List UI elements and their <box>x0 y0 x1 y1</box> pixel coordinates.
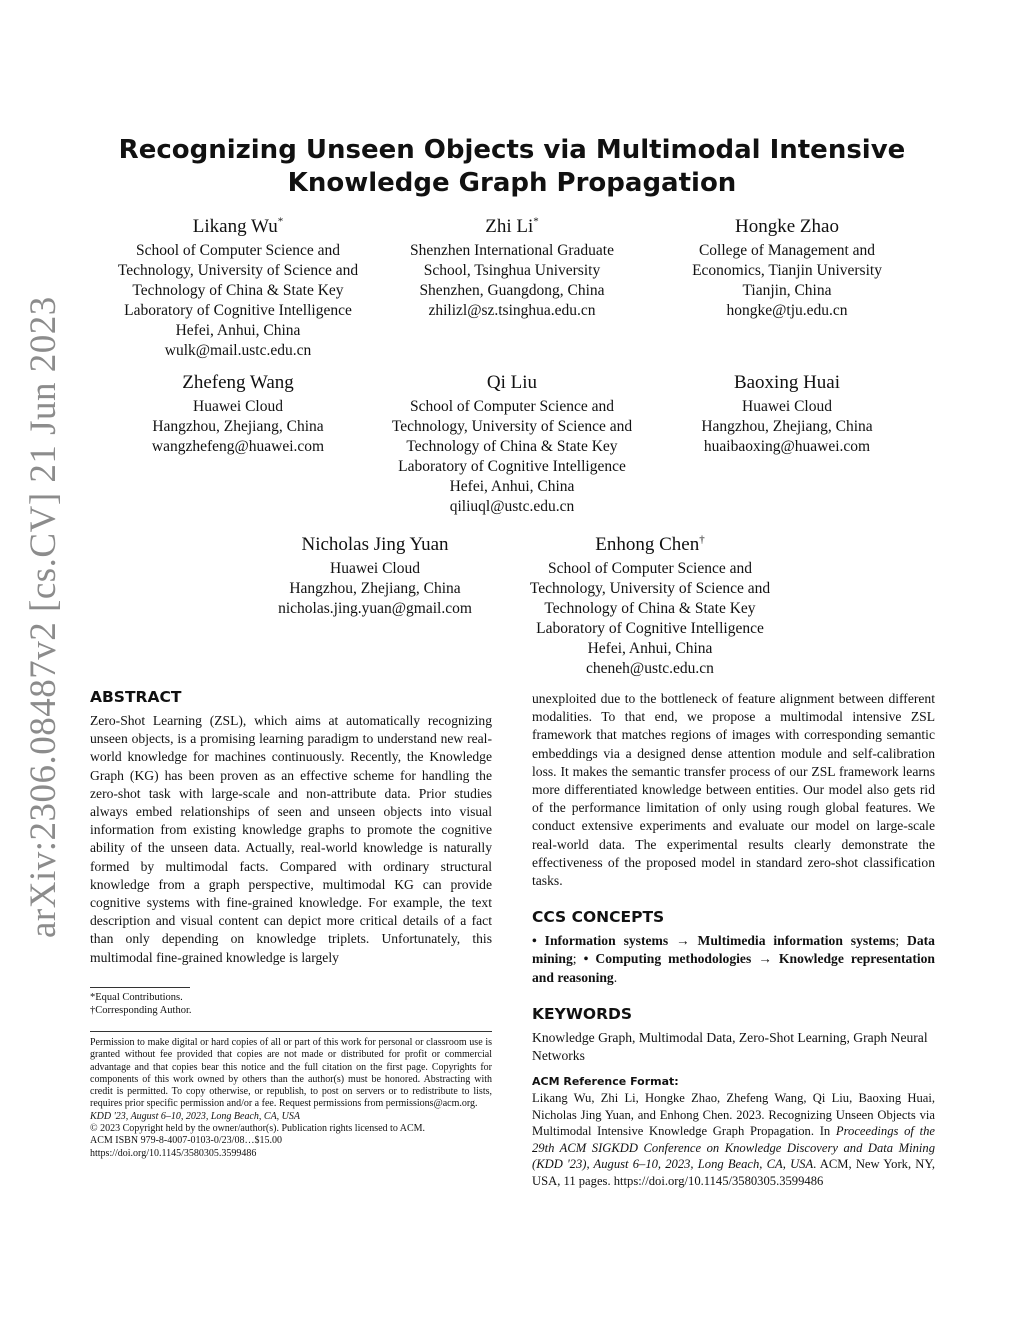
affiliation-line: School of Computer Science and <box>547 560 753 577</box>
permission-block <box>90 1031 492 1160</box>
ccs-text <box>532 932 935 987</box>
author-block <box>372 215 652 321</box>
title-line-2: Knowledge Graph Propagation <box>287 168 737 198</box>
arxiv-identifier: arXiv:2306.08487v2 [cs.CV] 21 Jun 2023 <box>23 296 64 938</box>
reference-text <box>532 1090 935 1189</box>
permission-rule <box>90 1031 492 1032</box>
affiliation-line: Technology, University of Science and <box>391 418 633 435</box>
affiliation-line: Technology, University of Science and <box>117 262 359 279</box>
author-mark: * <box>277 215 284 228</box>
affiliation-line: College of Management and <box>698 242 876 259</box>
author-name: Enhong Chen <box>595 534 700 555</box>
affiliation-line: Shenzhen, Guangdong, China <box>419 282 605 299</box>
affiliation-line: Hangzhou, Zhejiang, China <box>152 418 324 435</box>
author-name: Zhefeng Wang <box>182 372 294 393</box>
abstract-section <box>90 688 492 967</box>
title-line-1: Recognizing Unseen Objects via Multimodal Intensive <box>118 135 906 165</box>
affiliation-line: Hefei, Anhui, China <box>175 322 301 339</box>
affiliation-line: Hangzhou, Zhejiang, China <box>289 580 461 597</box>
affiliation-line: Technology of China & State Key <box>132 282 344 299</box>
author-name: Likang Wu <box>192 216 278 237</box>
ccs-item: Data mining <box>532 933 935 967</box>
affiliation-line: Technology, University of Science and <box>529 580 771 597</box>
author-email: qiliuql@ustc.edu.cn <box>449 498 575 515</box>
affiliation-line: Economics, Tianjin University <box>692 262 882 279</box>
ccs-separator: ; <box>572 951 584 967</box>
keywords-text: Knowledge Graph, Multimodal Data, Zero-Shot Learning, Graph Neural Networks <box>532 1029 928 1064</box>
reference-plain: Likang Wu, Zhi Li, Hongke Zhao, Zhefeng Wang, Qi Liu, Baoxing Huai, Nicholas Jing Yuan, and Enhong Chen. 2023. Recognizing Unseen Objects via Multimodal Intensive Knowledge Graph Propagation. In <box>532 1091 935 1139</box>
author-mark: * <box>533 215 539 228</box>
affiliation-line: School, Tsinghua University <box>423 262 601 279</box>
footnote-corresponding: †Corresponding Author. <box>90 1005 192 1016</box>
author-name: Hongke Zhao <box>735 216 839 237</box>
keywords-heading: KEYWORDS <box>532 1004 633 1023</box>
author-name: Qi Liu <box>486 372 538 393</box>
reference-italic: Proceedings of the 29th ACM SIGKDD Conference on Knowledge Discovery and Data Mining (KDD '23), August 6–10, 2023, Long Beach, CA, USA <box>532 1124 935 1172</box>
right-column <box>532 690 935 1189</box>
abstract-text: Zero-Shot Learning (ZSL), which aims at automatically recognizing unseen objects, is a promising learning paradigm to understand new real-world knowledge for machines continuously. Recently, the Knowledge Graph (KG) has been proven as an effective scheme for handling the zero-shot task with large-scale and non-attribute data. Prior studies always embed relationships of seen and unseen objects into visual information from existing knowledge graphs to promote the cognitive ability of the unseen data. Actually, real-world knowledge is naturally formed by multimodal facts. Compared with ordinary structural knowledge from a graph perspective, multimodal KG can provide cognitive systems with fine-grained knowledge. For example, the text description and visual content can depict more critical details of a fact than only depending on knowledge triplets. Unfortunately, this multimodal fine-grained knowledge is largely <box>90 713 492 965</box>
ccs-heading: CCS CONCEPTS <box>532 908 665 927</box>
affiliation-line: Huawei Cloud <box>193 398 283 415</box>
author-email: cheneh@ustc.edu.cn <box>586 660 714 677</box>
footnote-equal: *Equal Contributions. <box>90 992 183 1003</box>
author-block <box>510 533 790 679</box>
affiliation-line: Shenzhen International Graduate <box>410 242 614 259</box>
ccs-item: • Computing methodologies → Knowledge representation and reasoning <box>532 951 935 985</box>
affiliation-line: Huawei Cloud <box>330 560 420 577</box>
author-block <box>372 371 652 517</box>
isbn-line: ACM ISBN 979-8-4007-0103-0/23/08…$15.00 <box>90 1135 282 1147</box>
author-email: wangzhefeng@huawei.com <box>151 438 325 455</box>
author-email: wulk@mail.ustc.edu.cn <box>164 342 312 359</box>
affiliation-line: Laboratory of Cognitive Intelligence <box>398 458 626 475</box>
reference-end: . ACM, New York, NY, USA, 11 pages. https://doi.org/10.1145/3580305.3599486 <box>532 1157 935 1188</box>
affiliation-line: School of Computer Science and <box>135 242 341 259</box>
author-email: hongke@tju.edu.cn <box>726 302 848 319</box>
affiliation-line: Laboratory of Cognitive Intelligence <box>536 620 764 637</box>
ccs-separator: ; <box>895 933 908 949</box>
affiliation-line: Technology of China & State Key <box>406 438 618 455</box>
affiliation-line: Hefei, Anhui, China <box>449 478 575 495</box>
affiliation-line: Hefei, Anhui, China <box>587 640 713 657</box>
copyright-line: © 2023 Copyright held by the owner/author(s). Publication rights licensed to ACM. <box>90 1123 426 1135</box>
affiliation-line: Hangzhou, Zhejiang, China <box>701 418 873 435</box>
footnote-rule <box>90 987 190 988</box>
abstract-continuation: unexploited due to the bottleneck of feature alignment between different modalities. To that end, we propose a multimodal intensive ZSL framework that matches regions of images with corresponding semantic embeddings via a designed dense attention module and self-calibration loss. It makes the semantic transfer process of our ZSL framework learns more differentiated knowledge between entities. Our model also gets rid of the performance limitation of only using rough global features. We conduct extensive experiments and evaluate our model on large-scale real-world data. The experimental results clearly demonstrate the effectiveness of the proposed model in standard zero-shot classification tasks. <box>532 691 935 889</box>
author-email: zhilizl@sz.tsinghua.edu.cn <box>428 302 596 319</box>
affiliation-line: Tianjin, China <box>742 282 832 299</box>
author-name: Nicholas Jing Yuan <box>301 534 449 555</box>
author-name: Baoxing Huai <box>733 372 841 393</box>
author-name: Zhi Li <box>485 216 534 237</box>
affiliation-line: Laboratory of Cognitive Intelligence <box>124 302 352 319</box>
footnotes <box>90 987 492 1017</box>
author-mark: † <box>699 533 705 546</box>
affiliation-line: School of Computer Science and <box>409 398 615 415</box>
author-email: nicholas.jing.yuan@gmail.com <box>278 600 472 617</box>
author-block <box>647 215 927 321</box>
ccs-end: . <box>613 969 618 985</box>
author-block <box>647 371 927 457</box>
author-block <box>98 371 378 457</box>
conference-line: KDD '23, August 6–10, 2023, Long Beach, CA, USA <box>90 1110 301 1122</box>
paper-title <box>0 134 1024 200</box>
author-block <box>235 533 515 619</box>
doi-line: https://doi.org/10.1145/3580305.3599486 <box>90 1147 257 1159</box>
reference-heading: ACM Reference Format: <box>532 1075 679 1089</box>
affiliation-line: Technology of China & State Key <box>544 600 756 617</box>
ccs-item: • Information systems → Multimedia information systems <box>532 933 896 949</box>
author-block <box>98 215 378 361</box>
affiliation-line: Huawei Cloud <box>742 398 832 415</box>
author-email: huaibaoxing@huawei.com <box>703 438 871 455</box>
permission-text: Permission to make digital or hard copies of all or part of this work for personal or classroom use is granted without fee provided that copies are not made or distributed for profit or commercial advantage and that copies bear this notice and the full citation on the first page. Copyrights for components of this work owned by others than the author(s) must be honored. Abstracting with credit is permitted. To copy otherwise, or republish, to post on servers or to redistribute to lists, requires prior specific permission and/or a fee. Request permissions from permissions@acm.org. <box>90 1037 492 1110</box>
abstract-heading: ABSTRACT <box>90 688 182 706</box>
